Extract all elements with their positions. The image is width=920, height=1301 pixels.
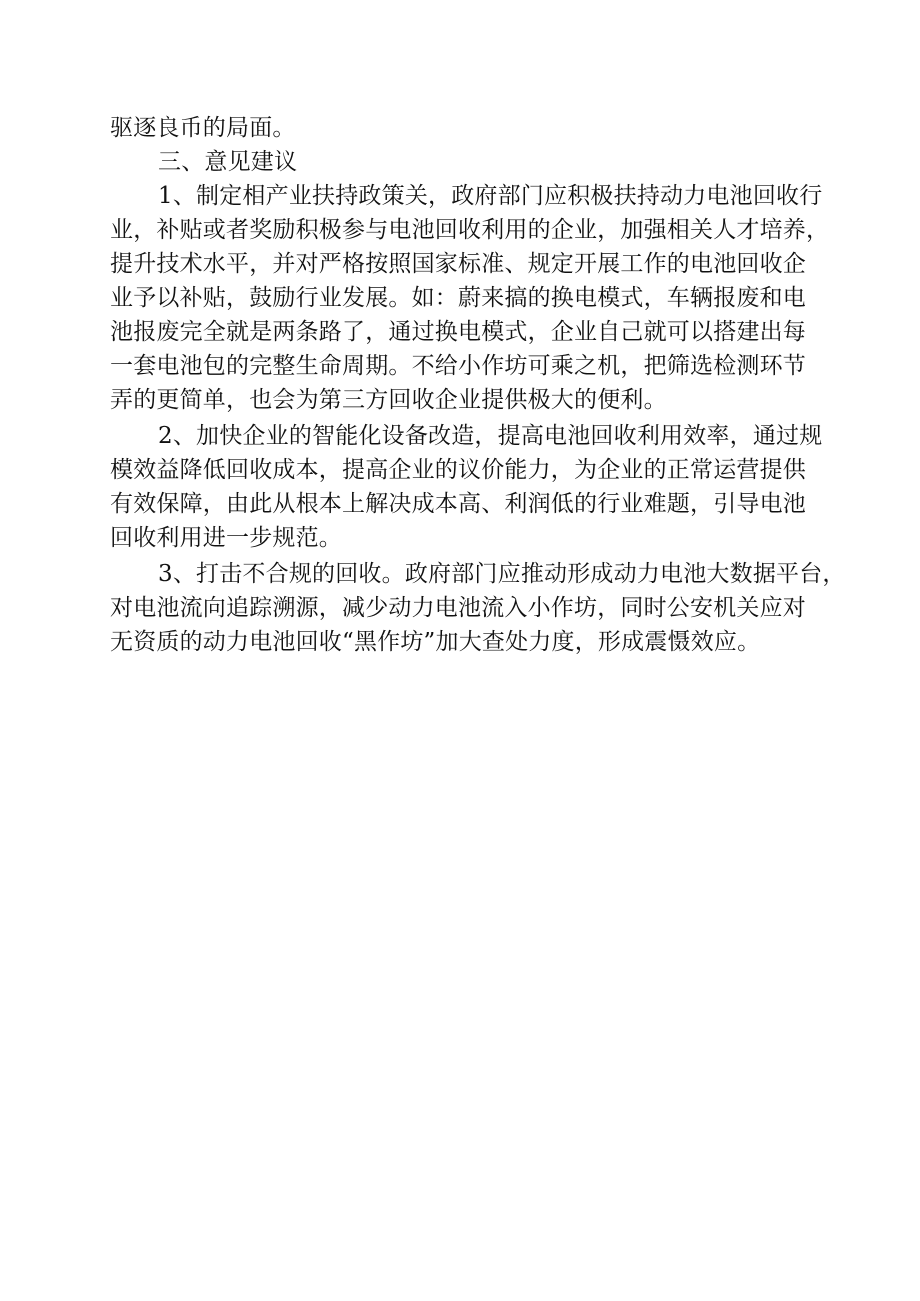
suggestion-1-line-1: 1、制定相产业扶持政策关，政府部门应积极扶持动力电池回收行: [158, 183, 823, 209]
suggestion-2-line-2: 模效益降低回收成本，提高企业的议价能力，为企业的正常运营提供: [110, 457, 806, 483]
continuation-line: 驱逐良币的局面。: [110, 115, 296, 141]
suggestion-paragraph-1: [110, 179, 830, 417]
suggestion-paragraph-2: [110, 419, 823, 555]
suggestion-3-line-1: 3、打击不合规的回收。政府部门应推动形成动力电池大数据平台，: [158, 561, 846, 587]
suggestion-1-line-2: 业，补贴或者奖励积极参与电池回收利用的企业，加强相关人才培养，: [110, 217, 830, 243]
document-page: [110, 111, 846, 659]
suggestion-2-line-1: 2、加快企业的智能化设备改造，提高电池回收利用效率，通过规: [158, 423, 823, 449]
suggestion-2-line-4: 回收利用进一步规范。: [110, 525, 342, 551]
suggestion-1-line-6: 一套电池包的完整生命周期。不给小作坊可乘之机，把筛选检测环节: [110, 353, 806, 379]
suggestion-3-line-2: 对电池流向追踪溯源，减少动力电池流入小作坊，同时公安机关应对: [110, 595, 806, 621]
section-heading: 三、意见建议: [158, 149, 298, 175]
suggestion-1-line-5: 池报废完全就是两条路了，通过换电模式，企业自己就可以搭建出每: [110, 319, 806, 345]
suggestion-2-line-3: 有效保障，由此从根本上解决成本高、利润低的行业难题，引导电池: [110, 491, 806, 517]
suggestion-paragraph-3: [110, 557, 846, 659]
suggestion-1-line-7: 弄的更简单，也会为第三方回收企业提供极大的便利。: [110, 387, 667, 413]
suggestion-3-line-3: 无资质的动力电池回收“黑作坊”加大查处力度，形成震慑效应。: [110, 629, 761, 655]
suggestion-1-line-3: 提升技术水平，并对严格按照国家标准、规定开展工作的电池回收企: [110, 251, 806, 277]
suggestion-1-line-4: 业予以补贴，鼓励行业发展。如：蔚来搞的换电模式，车辆报废和电: [110, 285, 806, 311]
